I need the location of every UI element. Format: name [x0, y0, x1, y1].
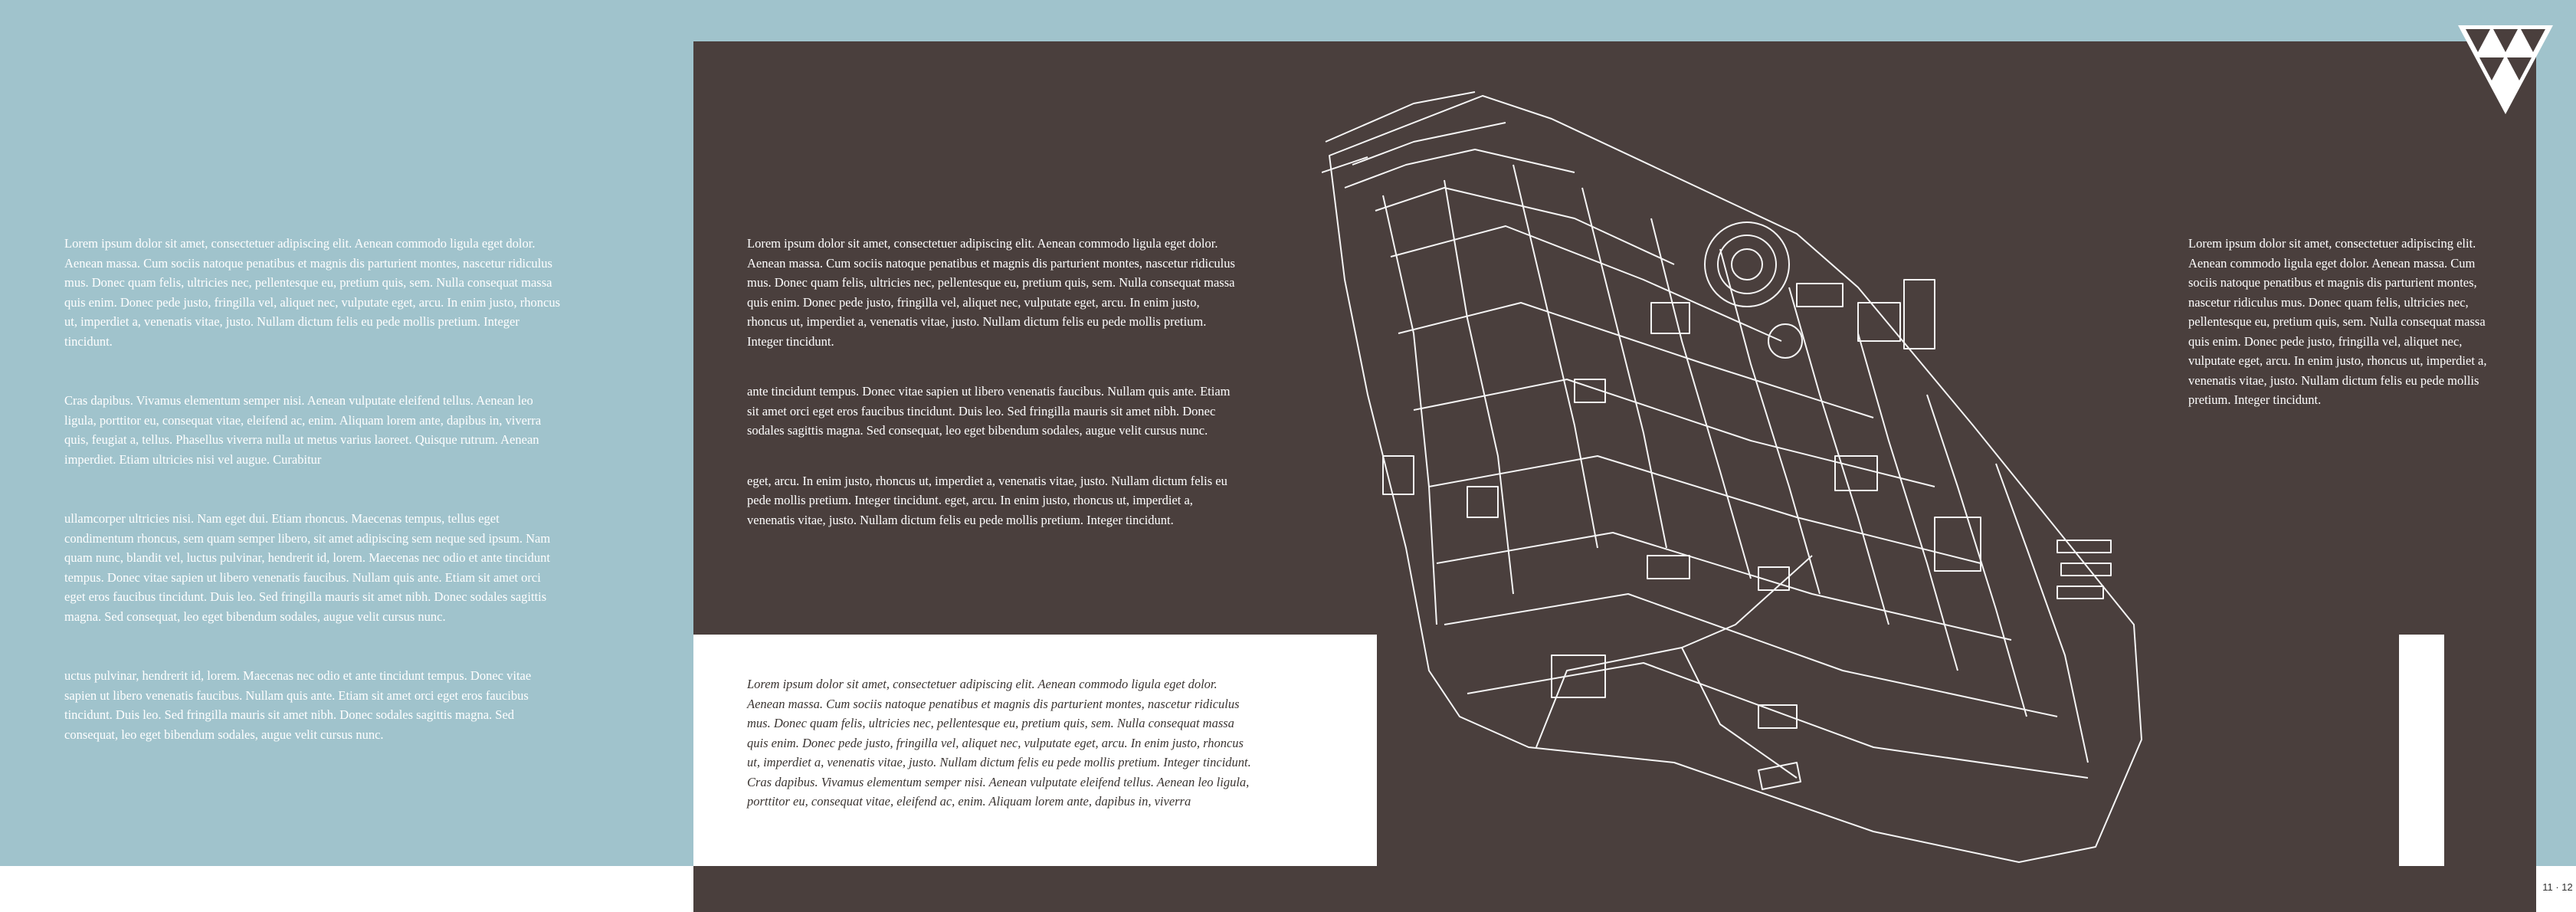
left-paragraph-2: Cras dapibus. Vivamus elementum semper nisi. Aenean vulputate eleifend tellus. Aenean leo ligula, porttitor eu, consequat vitae, eleifend ac, enim. Aliquam lorem ante, dapibus in, viverra quis, feugiat a, tellus. Phasellus viverra nulla ut metus varius laoreet. Quisque rutrum. Aenean imperdiet. Etiam ultricies nisi vel augue. Curabitur [64, 393, 542, 467]
middle-paragraph-3: eget, arcu. In enim justo, rhoncus ut, imperdiet a, venenatis vitae, justo. Nullam dictum felis eu pede mollis pretium. Integer tincidunt. eget, arcu. In enim justo, rhoncus ut, imperdiet a, venenatis vitae, justo. Nullam dictum felis eu pede mollis pretium. Integer tincidunt. [747, 473, 1227, 527]
right-paragraph-1: Lorem ipsum dolor sit amet, consectetuer adipiscing elit. Aenean commodo ligula eget dolor. Aenean massa. Cum sociis natoque penatibus et magnis dis parturient montes, nascetur ridiculus mus. Donec quam felis, ultricies nec, pellentesque eu, pretium quis, sem. Nulla consequat massa quis enim. Donec pede justo, fringilla vel, aliquet nec, vulputate eget, arcu. In enim justo, rhoncus ut, imperdiet a, venenatis vitae, justo. Nullam dictum felis eu pede mollis pretium. Integer tincidunt. [2188, 236, 2487, 407]
white-edge-box [2399, 635, 2444, 866]
middle-paragraph-2: ante tincidunt tempus. Donec vitae sapien ut libero venenatis faucibus. Nullam quis ante. Etiam sit amet orci eget eros faucibus tincidunt. Duis leo. Sed fringilla mauris sit amet nibh. Donec sodales sagittis magna. Sed consequat, leo eget bibendum sodales, augue velit cursus nunc. [747, 384, 1231, 438]
italic-paragraph-2: Cras dapibus. Vivamus elementum semper nisi. Aenean vulputate eleifend tellus. Aenean leo ligula, porttitor eu, consequat vitae, eleifend ac, enim. Aliquam lorem ante, dapibus in, viverra [747, 774, 1250, 809]
triangle-logo-icon [2458, 25, 2553, 114]
italic-paragraph-1: Lorem ipsum dolor sit amet, consectetuer adipiscing elit. Aenean commodo ligula eget dolor. Aenean massa. Cum sociis natoque penatibus et magnis dis parturient montes, nascetur ridiculus mus. Donec quam felis, ultricies nec, pellentesque eu, pretium quis, sem. Nulla consequat massa quis enim. Donec pede justo, fringilla vel, aliquet nec, vulputate eget, arcu. In enim justo, rhoncus ut, imperdiet a, venenatis vitae, justo. Nullam dictum felis eu pede mollis pretium. Integer tincidunt. [747, 677, 1251, 769]
right-text-column [2188, 234, 2504, 441]
left-paragraph-3: ullamcorper ultricies nisi. Nam eget dui. Etiam rhoncus. Maecenas tempus, tellus eget condimentum rhoncus, sem quam semper libero, sit amet adipiscing sem neque sed ipsum. Nam quam nunc, blandit vel, luctus pulvinar, hendrerit id, lorem. Maecenas nec odio et ante tincidunt tempus. Donec vitae sapien ut libero venenatis faucibus. Nullam quis ante. Etiam sit amet orci eget eros faucibus tincidunt. Duis leo. Sed fringilla mauris sit amet nibh. Donec sodales sagittis magna. Sed consequat, leo eget bibendum sodales, augue velit cursus nunc. [64, 511, 551, 624]
left-text-column [64, 234, 560, 784]
floor-plan-map [1322, 88, 2153, 870]
page-number: 11 · 12 [2542, 881, 2573, 893]
italic-caption [747, 674, 1253, 812]
middle-paragraph-1: Lorem ipsum dolor sit amet, consectetuer adipiscing elit. Aenean commodo ligula eget dolor. Aenean massa. Cum sociis natoque penatibus et magnis dis parturient montes, nascetur ridiculus mus. Donec quam felis, ultricies nec, pellentesque eu, pretium quis, sem. Nulla consequat massa quis enim. Donec pede justo, fringilla vel, aliquet nec, vulputate eget, arcu. In enim justo, rhoncus ut, imperdiet a, venenatis vitae, justo. Nullam dictum felis eu pede mollis pretium. Integer tincidunt. [747, 236, 1235, 349]
left-paragraph-4: uctus pulvinar, hendrerit id, lorem. Maecenas nec odio et ante tincidunt tempus. Donec vitae sapien ut libero venenatis faucibus. Nullam quis ante. Etiam sit amet orci eget eros faucibus tincidunt. Duis leo. Sed fringilla mauris sit amet nibh. Donec sodales sagittis magna. Sed consequat, leo eget bibendum sodales, augue velit cursus nunc. [64, 668, 532, 742]
middle-text-column [747, 234, 1237, 560]
left-paragraph-1: Lorem ipsum dolor sit amet, consectetuer adipiscing elit. Aenean commodo ligula eget dolor. Aenean massa. Cum sociis natoque penatibus et magnis dis parturient montes, nascetur ridiculus mus. Donec quam felis, ultricies nec, pellentesque eu, pretium quis, sem. Nulla consequat massa quis enim. Donec pede justo, fringilla vel, aliquet nec, vulputate eget, arcu. In enim justo, rhoncus ut, imperdiet a, venenatis vitae, justo. Nullam dictum felis eu pede mollis pretium. Integer tincidunt. [64, 236, 560, 349]
